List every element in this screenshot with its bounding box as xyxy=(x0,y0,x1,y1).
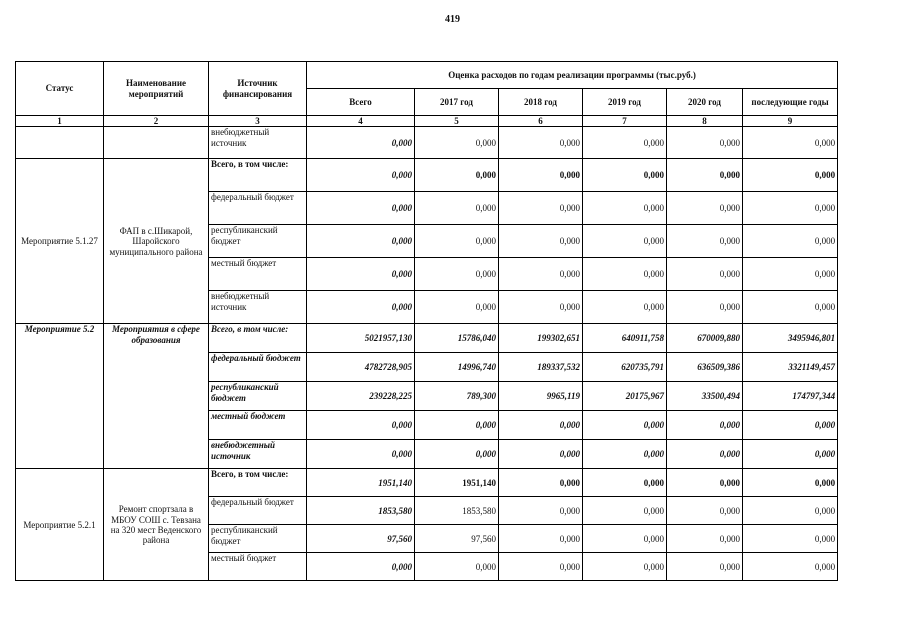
source-cell: республиканский бюджет xyxy=(209,382,307,411)
value-cell: 0,000 xyxy=(667,440,743,469)
value-cell: 189337,532 xyxy=(499,353,583,382)
value-cell: 0,000 xyxy=(743,440,838,469)
source-cell: федеральный бюджет xyxy=(209,497,307,525)
value-cell: 0,000 xyxy=(743,127,838,159)
value-cell: 789,300 xyxy=(415,382,499,411)
value-cell: 9965,119 xyxy=(499,382,583,411)
value-cell: 14996,740 xyxy=(415,353,499,382)
value-cell: 1951,140 xyxy=(307,469,415,497)
col-index: 2 xyxy=(104,116,209,127)
source-cell: внебюджетный источник xyxy=(209,291,307,324)
value-cell: 0,000 xyxy=(583,411,667,440)
value-cell: 0,000 xyxy=(583,258,667,291)
header-2019: 2019 год xyxy=(583,89,667,116)
value-cell: 0,000 xyxy=(743,159,838,192)
source-cell: федеральный бюджет xyxy=(209,353,307,382)
source-cell: местный бюджет xyxy=(209,411,307,440)
value-cell: 0,000 xyxy=(743,411,838,440)
col-index: 3 xyxy=(209,116,307,127)
value-cell: 640911,758 xyxy=(583,324,667,353)
header-total: Всего xyxy=(307,89,415,116)
value-cell: 0,000 xyxy=(499,192,583,225)
value-cell: 0,000 xyxy=(583,159,667,192)
value-cell: 1951,140 xyxy=(415,469,499,497)
name-cell: Мероприятия в сфере образования xyxy=(104,324,209,469)
table-row xyxy=(16,469,838,497)
value-cell: 0,000 xyxy=(667,127,743,159)
source-cell: местный бюджет xyxy=(209,258,307,291)
value-cell: 0,000 xyxy=(743,497,838,525)
header-2017: 2017 год xyxy=(415,89,499,116)
value-cell: 0,000 xyxy=(667,497,743,525)
value-cell: 0,000 xyxy=(499,553,583,581)
value-cell: 0,000 xyxy=(307,258,415,291)
source-cell: Всего, в том числе: xyxy=(209,469,307,497)
value-cell: 0,000 xyxy=(499,525,583,553)
value-cell: 0,000 xyxy=(667,291,743,324)
value-cell: 1853,580 xyxy=(415,497,499,525)
value-cell: 0,000 xyxy=(499,291,583,324)
status-cell xyxy=(16,127,104,159)
value-cell: 15786,040 xyxy=(415,324,499,353)
value-cell: 174797,344 xyxy=(743,382,838,411)
source-cell: республиканский бюджет xyxy=(209,525,307,553)
header-estimate: Оценка расходов по годам реализации программы (тыс.руб.) xyxy=(307,62,838,89)
value-cell: 33500,494 xyxy=(667,382,743,411)
value-cell: 0,000 xyxy=(499,469,583,497)
value-cell: 0,000 xyxy=(743,291,838,324)
source-cell: федеральный бюджет xyxy=(209,192,307,225)
value-cell: 0,000 xyxy=(743,225,838,258)
col-index: 8 xyxy=(667,116,743,127)
value-cell: 0,000 xyxy=(583,553,667,581)
value-cell: 620735,791 xyxy=(583,353,667,382)
status-cell: Мероприятие 5.2 xyxy=(16,324,104,469)
source-cell: Всего, в том числе: xyxy=(209,324,307,353)
value-cell: 0,000 xyxy=(499,411,583,440)
table-row xyxy=(16,127,838,159)
value-cell: 0,000 xyxy=(415,291,499,324)
name-cell: ФАП в с.Шикарой, Шаройского муниципального района xyxy=(104,159,209,324)
header-later: последующие годы xyxy=(743,89,838,116)
col-index: 1 xyxy=(16,116,104,127)
value-cell: 0,000 xyxy=(499,127,583,159)
value-cell: 0,000 xyxy=(583,469,667,497)
value-cell: 0,000 xyxy=(583,440,667,469)
header-source: Источник финансирования xyxy=(209,62,307,116)
value-cell: 0,000 xyxy=(307,159,415,192)
value-cell: 0,000 xyxy=(667,469,743,497)
col-index: 9 xyxy=(743,116,838,127)
source-cell: внебюджетный источник xyxy=(209,127,307,159)
name-cell: Ремонт спортзала в МБОУ СОШ с. Тевзана на 320 мест Веденского района xyxy=(104,469,209,581)
value-cell: 0,000 xyxy=(415,440,499,469)
value-cell: 0,000 xyxy=(415,225,499,258)
value-cell: 0,000 xyxy=(499,440,583,469)
value-cell: 1853,580 xyxy=(307,497,415,525)
source-cell: республиканский бюджет xyxy=(209,225,307,258)
value-cell: 239228,225 xyxy=(307,382,415,411)
value-cell: 0,000 xyxy=(743,469,838,497)
value-cell: 0,000 xyxy=(415,127,499,159)
col-index: 6 xyxy=(499,116,583,127)
value-cell: 670009,880 xyxy=(667,324,743,353)
value-cell: 0,000 xyxy=(583,497,667,525)
source-cell: внебюджетный источник xyxy=(209,440,307,469)
value-cell: 199302,651 xyxy=(499,324,583,353)
value-cell: 0,000 xyxy=(743,525,838,553)
table-row xyxy=(16,159,838,192)
value-cell: 0,000 xyxy=(307,225,415,258)
header-2020: 2020 год xyxy=(667,89,743,116)
value-cell: 0,000 xyxy=(415,258,499,291)
value-cell: 0,000 xyxy=(307,291,415,324)
value-cell: 0,000 xyxy=(667,258,743,291)
value-cell: 0,000 xyxy=(307,440,415,469)
value-cell: 0,000 xyxy=(415,159,499,192)
value-cell: 0,000 xyxy=(307,192,415,225)
value-cell: 0,000 xyxy=(667,411,743,440)
value-cell: 5021957,130 xyxy=(307,324,415,353)
header-status: Статус xyxy=(16,62,104,116)
value-cell: 0,000 xyxy=(667,159,743,192)
value-cell: 97,560 xyxy=(307,525,415,553)
value-cell: 0,000 xyxy=(743,192,838,225)
value-cell: 0,000 xyxy=(415,192,499,225)
value-cell: 0,000 xyxy=(667,192,743,225)
value-cell: 0,000 xyxy=(307,411,415,440)
value-cell: 0,000 xyxy=(667,525,743,553)
value-cell: 0,000 xyxy=(583,127,667,159)
value-cell: 3321149,457 xyxy=(743,353,838,382)
col-index: 4 xyxy=(307,116,415,127)
value-cell: 0,000 xyxy=(583,192,667,225)
value-cell: 0,000 xyxy=(499,497,583,525)
value-cell: 0,000 xyxy=(743,553,838,581)
value-cell: 0,000 xyxy=(743,258,838,291)
value-cell: 0,000 xyxy=(667,553,743,581)
header-2018: 2018 год xyxy=(499,89,583,116)
value-cell: 0,000 xyxy=(583,291,667,324)
source-cell: Всего, в том числе: xyxy=(209,159,307,192)
name-cell xyxy=(104,127,209,159)
value-cell: 3495946,801 xyxy=(743,324,838,353)
budget-table xyxy=(15,61,838,581)
column-index-row xyxy=(16,116,838,127)
value-cell: 0,000 xyxy=(307,127,415,159)
value-cell: 0,000 xyxy=(415,411,499,440)
value-cell: 0,000 xyxy=(499,159,583,192)
status-cell: Мероприятие 5.1.27 xyxy=(16,159,104,324)
col-index: 7 xyxy=(583,116,667,127)
value-cell: 97,560 xyxy=(415,525,499,553)
status-cell: Мероприятие 5.2.1 xyxy=(16,469,104,581)
value-cell: 20175,967 xyxy=(583,382,667,411)
value-cell: 0,000 xyxy=(499,258,583,291)
table-row xyxy=(16,324,838,353)
value-cell: 0,000 xyxy=(307,553,415,581)
value-cell: 636509,386 xyxy=(667,353,743,382)
source-cell: местный бюджет xyxy=(209,553,307,581)
value-cell: 0,000 xyxy=(583,225,667,258)
value-cell: 4782728,905 xyxy=(307,353,415,382)
page-number: 419 xyxy=(445,14,460,25)
value-cell: 0,000 xyxy=(415,553,499,581)
col-index: 5 xyxy=(415,116,499,127)
value-cell: 0,000 xyxy=(667,225,743,258)
header-name: Наименование мероприятий xyxy=(104,62,209,116)
value-cell: 0,000 xyxy=(499,225,583,258)
value-cell: 0,000 xyxy=(583,525,667,553)
